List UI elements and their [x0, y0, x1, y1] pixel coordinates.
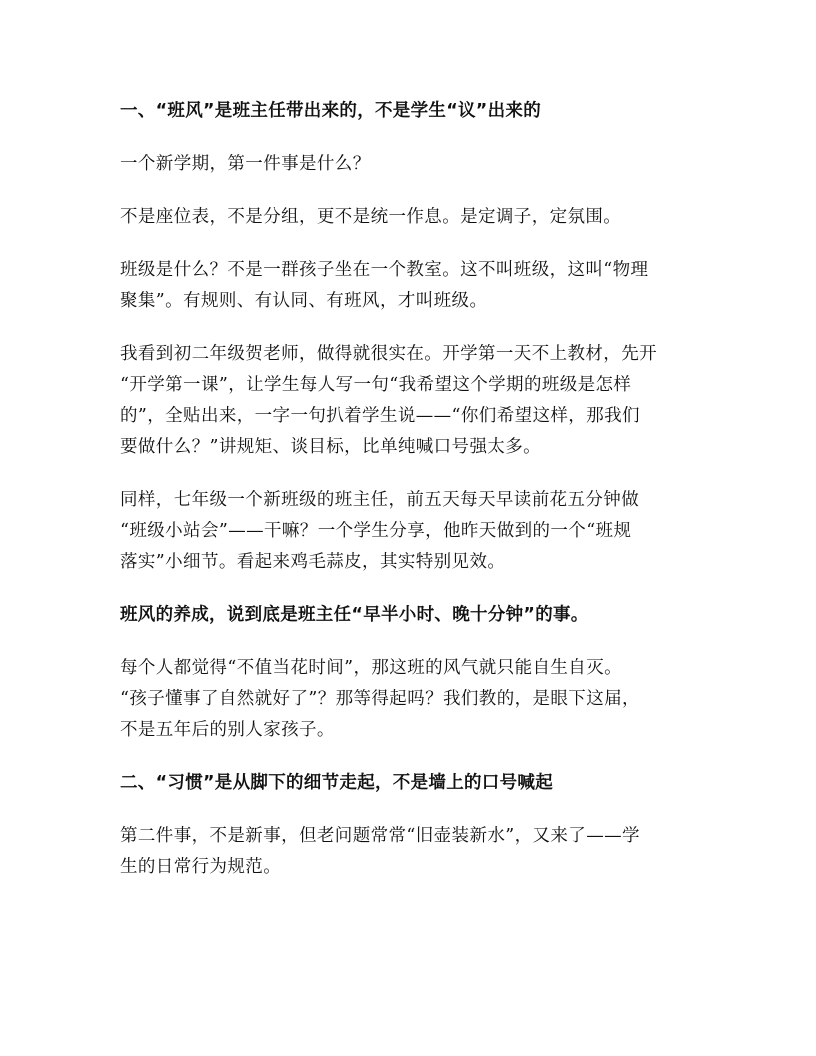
paragraph-1: [120, 149, 696, 180]
section-heading-2: [120, 768, 696, 799]
paragraph-line: 我看到初二年级贺老师，做得就很实在。开学第一天不上教材，先开: [120, 344, 657, 364]
paragraph-line: 同样，七年级一个新班级的班主任，前五天每天早读前花五分钟做: [120, 490, 640, 510]
heading-text: 一、“班风”是班主任带出来的，不是学生“议”出来的: [120, 101, 542, 121]
paragraph-line: “班级小站会”——干嘛？一个学生分享，他昨天做到的一个“班规: [120, 521, 632, 541]
paragraph-3: [120, 255, 696, 317]
paragraph-line: 第二件事，不是新事，但老问题常常“旧壶装新水”，又来了——学: [120, 826, 640, 846]
paragraph-line: 的”，全贴出来，一字一句扒着学生说——“你们希望这样，那我们: [120, 406, 640, 426]
paragraph-line: 落实”小细节。看起来鸡毛蒜皮，其实特别见效。: [120, 552, 506, 572]
paragraph-line: 不是五年后的别人家孩子。: [120, 720, 335, 740]
paragraph-line: 不是座位表，不是分组，更不是统一作息。是定调子，定氛围。: [120, 207, 622, 227]
paragraph-line: 要做什么？”讲规矩、谈目标，比单纯喊口号强太多。: [120, 437, 542, 457]
paragraph-4: [120, 339, 696, 463]
paragraph-line: 一个新学期，第一件事是什么？: [120, 154, 371, 174]
bold-statement: [120, 600, 696, 631]
paragraph-line: 班级是什么？不是一群孩子坐在一个教室。这不叫班级，这叫“物理: [120, 260, 649, 280]
paragraph-6: [120, 653, 696, 746]
paragraph-7: [120, 821, 696, 883]
paragraph-line: 聚集”。有规则、有认同、有班风，才叫班级。: [120, 291, 488, 311]
document-body: [120, 96, 696, 905]
paragraph-line: 生的日常行为规范。: [120, 857, 282, 877]
paragraph-line: “孩子懂事了自然就好了”？那等得起吗？我们教的，是眼下这届，: [120, 689, 640, 709]
bold-statement-text: 班风的养成，说到底是班主任“早半小时、晚十分钟”的事。: [120, 605, 589, 625]
paragraph-line: “开学第一课”，让学生每人写一句“我希望这个学期的班级是怎样: [120, 375, 632, 395]
paragraph-5: [120, 485, 696, 578]
heading-text: 二、“习惯”是从脚下的细节走起，不是墙上的口号喊起: [120, 773, 554, 793]
paragraph-line: 每个人都觉得“不值当花时间”，那这班的风气就只能自生自灭。: [120, 658, 622, 678]
section-heading-1: [120, 96, 696, 127]
paragraph-2: [120, 202, 696, 233]
